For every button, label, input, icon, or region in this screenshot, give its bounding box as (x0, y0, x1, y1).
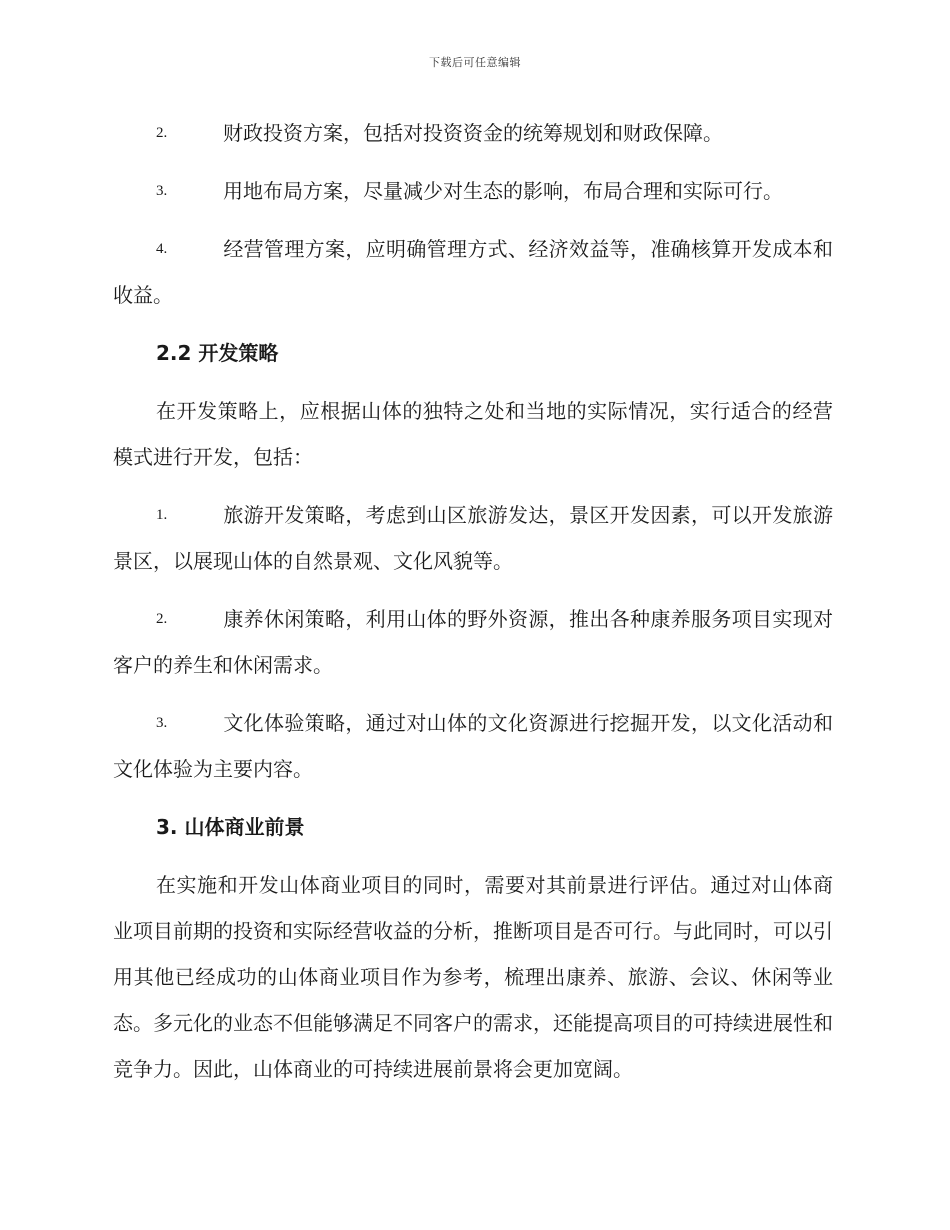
list-item-number: 2. (156, 125, 168, 141)
section-heading-development-strategy: 2.2 开发策略 (156, 341, 279, 365)
list-item-text: 旅游开发策略，考虑到山区旅游发达，景区开发因素，可以开发旅游景区，以展现山体的自然景观、文化风貌等。 (113, 503, 833, 573)
list-item-text: 经营管理方案，应明确管理方式、经济效益等，准确核算开发成本和收益。 (113, 237, 833, 307)
list-item (113, 596, 833, 688)
paragraph-business-prospect: 在实施和开发山体商业项目的同时，需要对其前景进行评估。通过对山体商业项目前期的投资和实际经营收益的分析，推断项目是否可行。与此同时，可以引用其他已经成功的山体商业项目作为参考，梳理出康养、旅游、会议、休闲等业态。多元化的业态不但能够满足不同客户的需求，还能提高项目的可持续进展性和竞争力。因此，山体商业的可持续进展前景将会更加宽阔。 (113, 873, 833, 1081)
list-item-number: 3. (156, 183, 168, 199)
list-item-text: 财政投资方案，包括对投资资金的统筹规划和财政保障。 (223, 121, 723, 145)
header-note: 下载后可任意编辑 (429, 56, 521, 69)
list-item (113, 226, 833, 318)
list-item (113, 492, 833, 584)
list-item-text: 文化体验策略，通过对山体的文化资源进行挖掘开发，以文化活动和文化体验为主要内容。 (113, 711, 833, 781)
list-item-number: 4. (156, 241, 168, 257)
list-item (113, 168, 833, 214)
paragraph-strategy-intro: 在开发策略上，应根据山体的独特之处和当地的实际情况，实行适合的经营模式进行开发，包括： (113, 399, 833, 469)
section-heading-business-prospect: 3. 山体商业前景 (156, 815, 305, 839)
list-item-text: 康养休闲策略，利用山体的野外资源，推出各种康养服务项目实现对客户的养生和休闲需求。 (113, 607, 833, 677)
list-item-text: 用地布局方案，尽量减少对生态的影响，布局合理和实际可行。 (223, 179, 783, 203)
list-item (113, 700, 833, 792)
list-item-number: 3. (156, 715, 168, 731)
list-item-number: 2. (156, 611, 168, 627)
list-item-number: 1. (156, 507, 168, 523)
list-item (113, 110, 833, 156)
document-body (113, 110, 833, 1104)
